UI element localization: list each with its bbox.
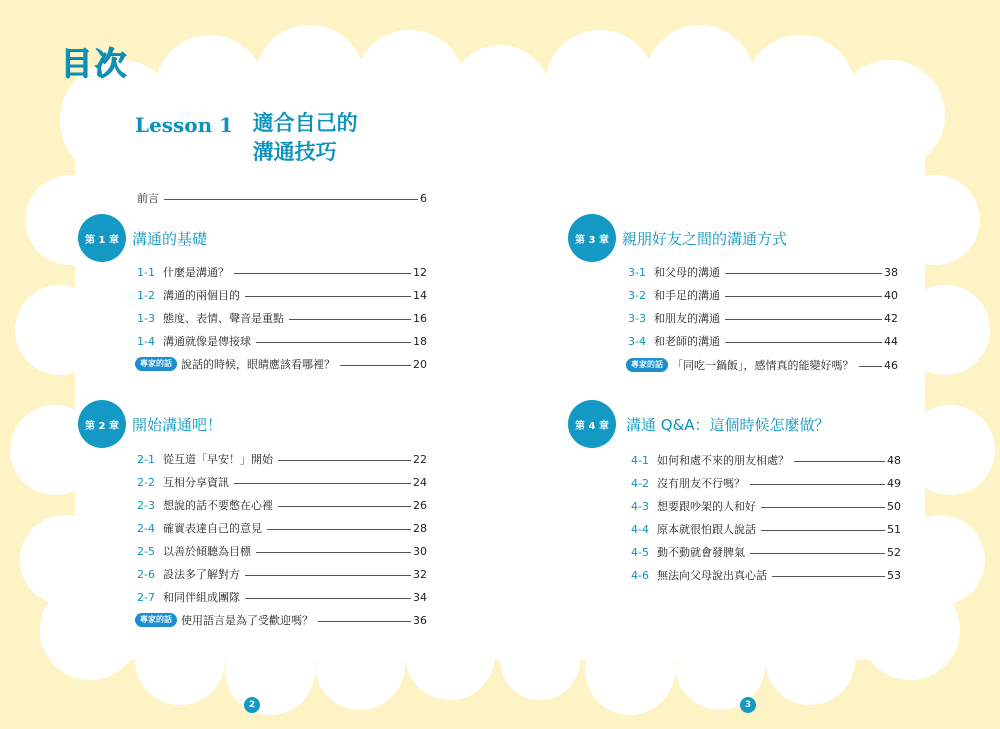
entry-page: 28 [413, 521, 427, 535]
leader-dots [164, 199, 418, 200]
entry-text: 「同吃一鍋飯」，感情真的能變好嗎？ [672, 359, 854, 372]
toc-entry-expert[interactable] [135, 611, 427, 629]
entry-page: 22 [413, 452, 427, 466]
leader-dots [772, 576, 885, 577]
entry-text: 使用語言是為了受歡迎嗎？ [181, 614, 313, 627]
entry-page: 49 [887, 476, 901, 490]
entry-number: 2-5 [137, 544, 155, 558]
entry-text: 和手足的溝通 [654, 289, 720, 302]
chapter-title: 溝通 Q&A：這個時候怎麼做？ [626, 415, 830, 434]
entry-text: 動不動就會發脾氣 [657, 546, 745, 559]
entry-page: 53 [887, 568, 901, 582]
entry-number: 4-5 [631, 545, 649, 559]
chapter-badge: 第 1 章 [78, 214, 126, 262]
leader-dots [750, 553, 885, 554]
leader-dots [340, 365, 411, 366]
entry-text: 想要跟吵架的人和好 [657, 500, 756, 513]
leader-dots [245, 598, 411, 599]
entry-page: 32 [413, 567, 427, 581]
entry-text: 和老師的溝通 [654, 335, 720, 348]
leader-dots [859, 366, 883, 367]
page-title: 目次 [60, 44, 129, 82]
lesson-title-line1: 適合自己的 [252, 111, 358, 135]
leader-dots [318, 621, 411, 622]
leader-dots [725, 296, 882, 297]
chapter-title: 親朋好友之間的溝通方式 [622, 229, 788, 248]
toc-entry[interactable] [631, 497, 901, 515]
entry-page: 26 [413, 498, 427, 512]
entry-number: 4-6 [631, 568, 649, 582]
entry-page: 48 [887, 453, 901, 467]
lesson-title-line2: 溝通技巧 [252, 140, 337, 164]
lesson-title [253, 109, 358, 167]
entry-text: 確實表達自己的意見 [163, 522, 262, 535]
entry-page: 30 [413, 544, 427, 558]
leader-dots [278, 460, 411, 461]
entry-number: 1-4 [137, 334, 155, 348]
entry-text: 和同伴組成團隊 [163, 591, 240, 604]
entry-text: 什麼是溝通？ [163, 266, 229, 279]
toc-entry[interactable] [631, 520, 901, 538]
page-number-right: 3 [740, 697, 756, 713]
chapter-badge: 第 4 章 [568, 400, 616, 448]
toc-entry[interactable] [628, 263, 898, 281]
leader-dots [278, 506, 411, 507]
entry-text: 從互道「早安！」開始 [163, 453, 273, 466]
leader-dots [245, 575, 411, 576]
entry-number: 2-7 [137, 590, 155, 604]
entry-number: 4-4 [631, 522, 649, 536]
chapter-badge: 第 2 章 [78, 400, 126, 448]
entry-text: 想說的話不要憋在心裡 [163, 499, 273, 512]
entry-page: 46 [884, 358, 898, 372]
entry-page: 34 [413, 590, 427, 604]
entry-page: 20 [413, 357, 427, 371]
leader-dots [256, 552, 411, 553]
entry-page: 50 [887, 499, 901, 513]
entry-number: 1-2 [137, 288, 155, 302]
chapter-title: 開始溝通吧！ [132, 415, 223, 434]
toc-entry-preface[interactable] [137, 189, 427, 207]
entry-page: 52 [887, 545, 901, 559]
leader-dots [725, 319, 882, 320]
chapter-2-heading[interactable] [78, 400, 222, 448]
entry-page: 42 [884, 311, 898, 325]
entry-number: 3-3 [628, 311, 646, 325]
entry-number: 2-2 [137, 475, 155, 489]
toc-entry-expert[interactable] [626, 356, 898, 374]
entry-number: 2-4 [137, 521, 155, 535]
toc-entry[interactable] [137, 286, 427, 304]
toc-entry[interactable] [628, 286, 898, 304]
entry-text: 前言 [137, 192, 159, 205]
chapter-title: 溝通的基礎 [132, 229, 208, 248]
entry-text: 和朋友的溝通 [654, 312, 720, 325]
chapter-1-heading[interactable] [78, 214, 207, 262]
entry-number: 3-1 [628, 265, 646, 279]
entry-number: 4-2 [631, 476, 649, 490]
entry-text: 設法多了解對方 [163, 568, 240, 581]
entry-number: 4-3 [631, 499, 649, 513]
entry-text: 說話的時候，眼睛應該看哪裡？ [181, 358, 335, 371]
entry-text: 互相分享資訊 [163, 476, 229, 489]
leader-dots [725, 342, 882, 343]
lesson-tag: Lesson 1 [135, 113, 234, 137]
entry-text: 原本就很怕跟人說話 [657, 523, 756, 536]
toc-entry[interactable] [631, 566, 901, 584]
leader-dots [761, 507, 885, 508]
leader-dots [725, 273, 882, 274]
lesson-heading [135, 113, 358, 167]
entry-page: 12 [413, 265, 427, 279]
leader-dots [267, 529, 411, 530]
entry-page: 40 [884, 288, 898, 302]
entry-number: 1-3 [137, 311, 155, 325]
toc-entry[interactable] [628, 332, 898, 350]
toc-entry[interactable] [137, 542, 427, 560]
page-number-left: 2 [244, 697, 260, 713]
entry-number: 1-1 [137, 265, 155, 279]
expert-badge: 專家的話 [135, 357, 177, 371]
entry-number: 2-3 [137, 498, 155, 512]
entry-page: 38 [884, 265, 898, 279]
expert-badge: 專家的話 [626, 358, 668, 372]
toc-entry[interactable] [631, 451, 901, 469]
entry-page: 18 [413, 334, 427, 348]
leader-dots [234, 273, 411, 274]
entry-number: 3-2 [628, 288, 646, 302]
chapter-badge: 第 3 章 [568, 214, 616, 262]
chapter-4-heading[interactable] [568, 400, 830, 448]
toc-entry[interactable] [137, 519, 427, 537]
toc-entry[interactable] [137, 588, 427, 606]
leader-dots [761, 530, 885, 531]
entry-number: 4-1 [631, 453, 649, 467]
expert-badge: 專家的話 [135, 613, 177, 627]
entry-number: 2-6 [137, 567, 155, 581]
leader-dots [245, 296, 411, 297]
entry-text: 和父母的溝通 [654, 266, 720, 279]
toc-entry[interactable] [137, 565, 427, 583]
chapter-3-heading[interactable] [568, 214, 787, 262]
entry-page: 16 [413, 311, 427, 325]
leader-dots [256, 342, 411, 343]
toc-entry-expert[interactable] [135, 355, 427, 373]
entry-number: 3-4 [628, 334, 646, 348]
toc-entry[interactable] [631, 543, 901, 561]
entry-text: 無法向父母說出真心話 [657, 569, 767, 582]
toc-entry[interactable] [137, 309, 427, 327]
toc-entry[interactable] [631, 474, 901, 492]
leader-dots [750, 484, 885, 485]
entry-text: 態度、表情、聲音是重點 [163, 312, 284, 325]
entry-page: 24 [413, 475, 427, 489]
leader-dots [234, 483, 411, 484]
entry-page: 36 [413, 613, 427, 627]
entry-page: 44 [884, 334, 898, 348]
toc-entry[interactable] [137, 496, 427, 514]
toc-entry[interactable] [137, 263, 427, 281]
entry-text: 沒有朋友不行嗎？ [657, 477, 745, 490]
entry-text: 溝通就像是傳接球 [163, 335, 251, 348]
toc-entry[interactable] [137, 473, 427, 491]
entry-number: 2-1 [137, 452, 155, 466]
entry-page: 14 [413, 288, 427, 302]
toc-entry[interactable] [137, 450, 427, 468]
entry-page: 6 [420, 191, 427, 205]
toc-entry[interactable] [628, 309, 898, 327]
toc-entry[interactable] [137, 332, 427, 350]
entry-text: 如何和處不來的朋友相處？ [657, 454, 789, 467]
entry-text: 溝通的兩個目的 [163, 289, 240, 302]
entry-page: 51 [887, 522, 901, 536]
leader-dots [794, 461, 885, 462]
leader-dots [289, 319, 411, 320]
entry-text: 以善於傾聽為目標 [163, 545, 251, 558]
